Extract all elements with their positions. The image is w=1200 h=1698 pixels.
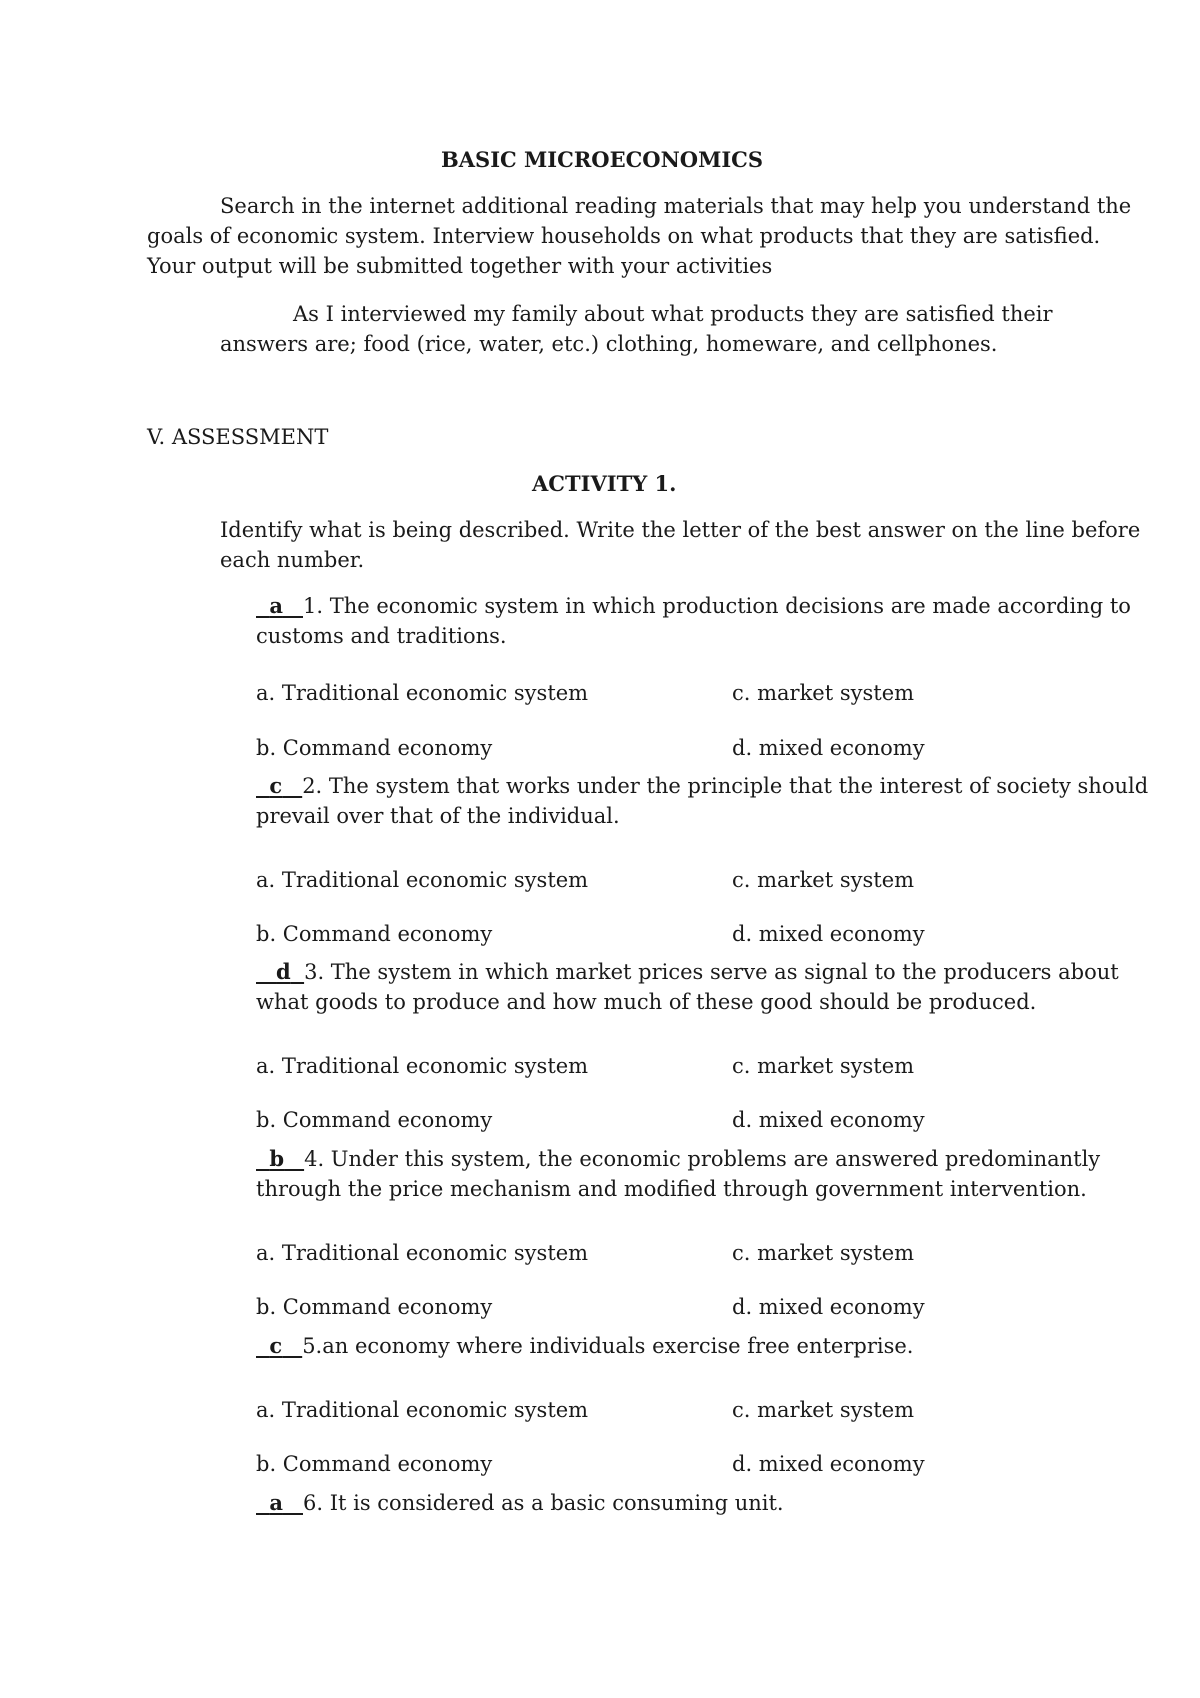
question-2-choice-b: b. Command economy — [256, 922, 493, 946]
question-1-choice-c: c. market system — [732, 681, 915, 705]
question-1-answer: a — [269, 593, 283, 618]
question-2-text: 2. The system that works under the principle that the interest of society should — [302, 774, 1149, 798]
question-4-line-2: through the price mechanism and modified through government intervention. — [256, 1177, 1087, 1201]
question-3-choice-d: d. mixed economy — [732, 1108, 925, 1132]
question-4-choice-d: d. mixed economy — [732, 1295, 925, 1319]
question-5-answer: c — [269, 1333, 283, 1358]
section-heading: V. ASSESSMENT — [147, 425, 329, 449]
question-4-choice-b: b. Command economy — [256, 1295, 493, 1319]
question-6-text: 6. It is considered as a basic consuming unit. — [303, 1491, 784, 1515]
question-1-choice-a: a. Traditional economic system — [256, 681, 589, 705]
question-3-choice-a: a. Traditional economic system — [256, 1054, 589, 1078]
question-2-choice-c: c. market system — [732, 868, 915, 892]
answer-line-2: answers are; food (rice, water, etc.) clothing, homeware, and cellphones. — [220, 332, 998, 356]
question-3-text: 3. The system in which market prices serve as signal to the producers about — [304, 960, 1119, 984]
question-1-line-1 — [256, 591, 1131, 621]
question-4-answer: b — [269, 1146, 285, 1171]
question-1-line-2: customs and traditions. — [256, 624, 507, 648]
document-title: BASIC MICROECONOMICS — [441, 147, 764, 172]
question-1-choice-d: d. mixed economy — [732, 736, 925, 760]
question-3-line-1 — [256, 957, 1119, 987]
question-3-answer: d — [276, 959, 291, 984]
question-2-answer: c — [269, 773, 283, 798]
question-4-choice-c: c. market system — [732, 1241, 915, 1265]
question-3-choice-b: b. Command economy — [256, 1108, 493, 1132]
question-2-line-2: prevail over that of the individual. — [256, 804, 620, 828]
question-5-choice-a: a. Traditional economic system — [256, 1398, 589, 1422]
question-3-line-2: what goods to produce and how much of these good should be produced. — [256, 990, 1037, 1014]
question-4-text: 4. Under this system, the economic problems are answered predominantly — [304, 1147, 1101, 1171]
question-5-text: 5.an economy where individuals exercise free enterprise. — [302, 1334, 914, 1358]
question-1-text: 1. The economic system in which production decisions are made according to — [303, 594, 1131, 618]
question-2-choice-d: d. mixed economy — [732, 922, 925, 946]
question-3-choice-c: c. market system — [732, 1054, 915, 1078]
question-4-choice-a: a. Traditional economic system — [256, 1241, 589, 1265]
question-5-choice-c: c. market system — [732, 1398, 915, 1422]
question-5-choice-d: d. mixed economy — [732, 1452, 925, 1476]
activity-title: ACTIVITY 1. — [532, 471, 677, 496]
question-5-choice-b: b. Command economy — [256, 1452, 493, 1476]
instructions-line-2: goals of economic system. Interview households on what products that they are satisfied. — [147, 224, 1101, 248]
question-6-answer: a — [269, 1490, 283, 1515]
answer-line-1: As I interviewed my family about what products they are satisfied their — [293, 302, 1053, 326]
activity-instructions-line-1: Identify what is being described. Write the letter of the best answer on the line before — [220, 518, 1141, 542]
question-2-line-1 — [256, 771, 1148, 801]
question-1-choice-b: b. Command economy — [256, 736, 493, 760]
activity-instructions-line-2: each number. — [220, 548, 365, 572]
question-6-line-1 — [256, 1488, 784, 1518]
question-2-choice-a: a. Traditional economic system — [256, 868, 589, 892]
question-5-line-1 — [256, 1331, 913, 1361]
question-4-line-1 — [256, 1144, 1100, 1174]
instructions-line-3: Your output will be submitted together with your activities — [147, 254, 773, 278]
instructions-line-1: Search in the internet additional reading materials that may help you understand the — [220, 194, 1132, 218]
